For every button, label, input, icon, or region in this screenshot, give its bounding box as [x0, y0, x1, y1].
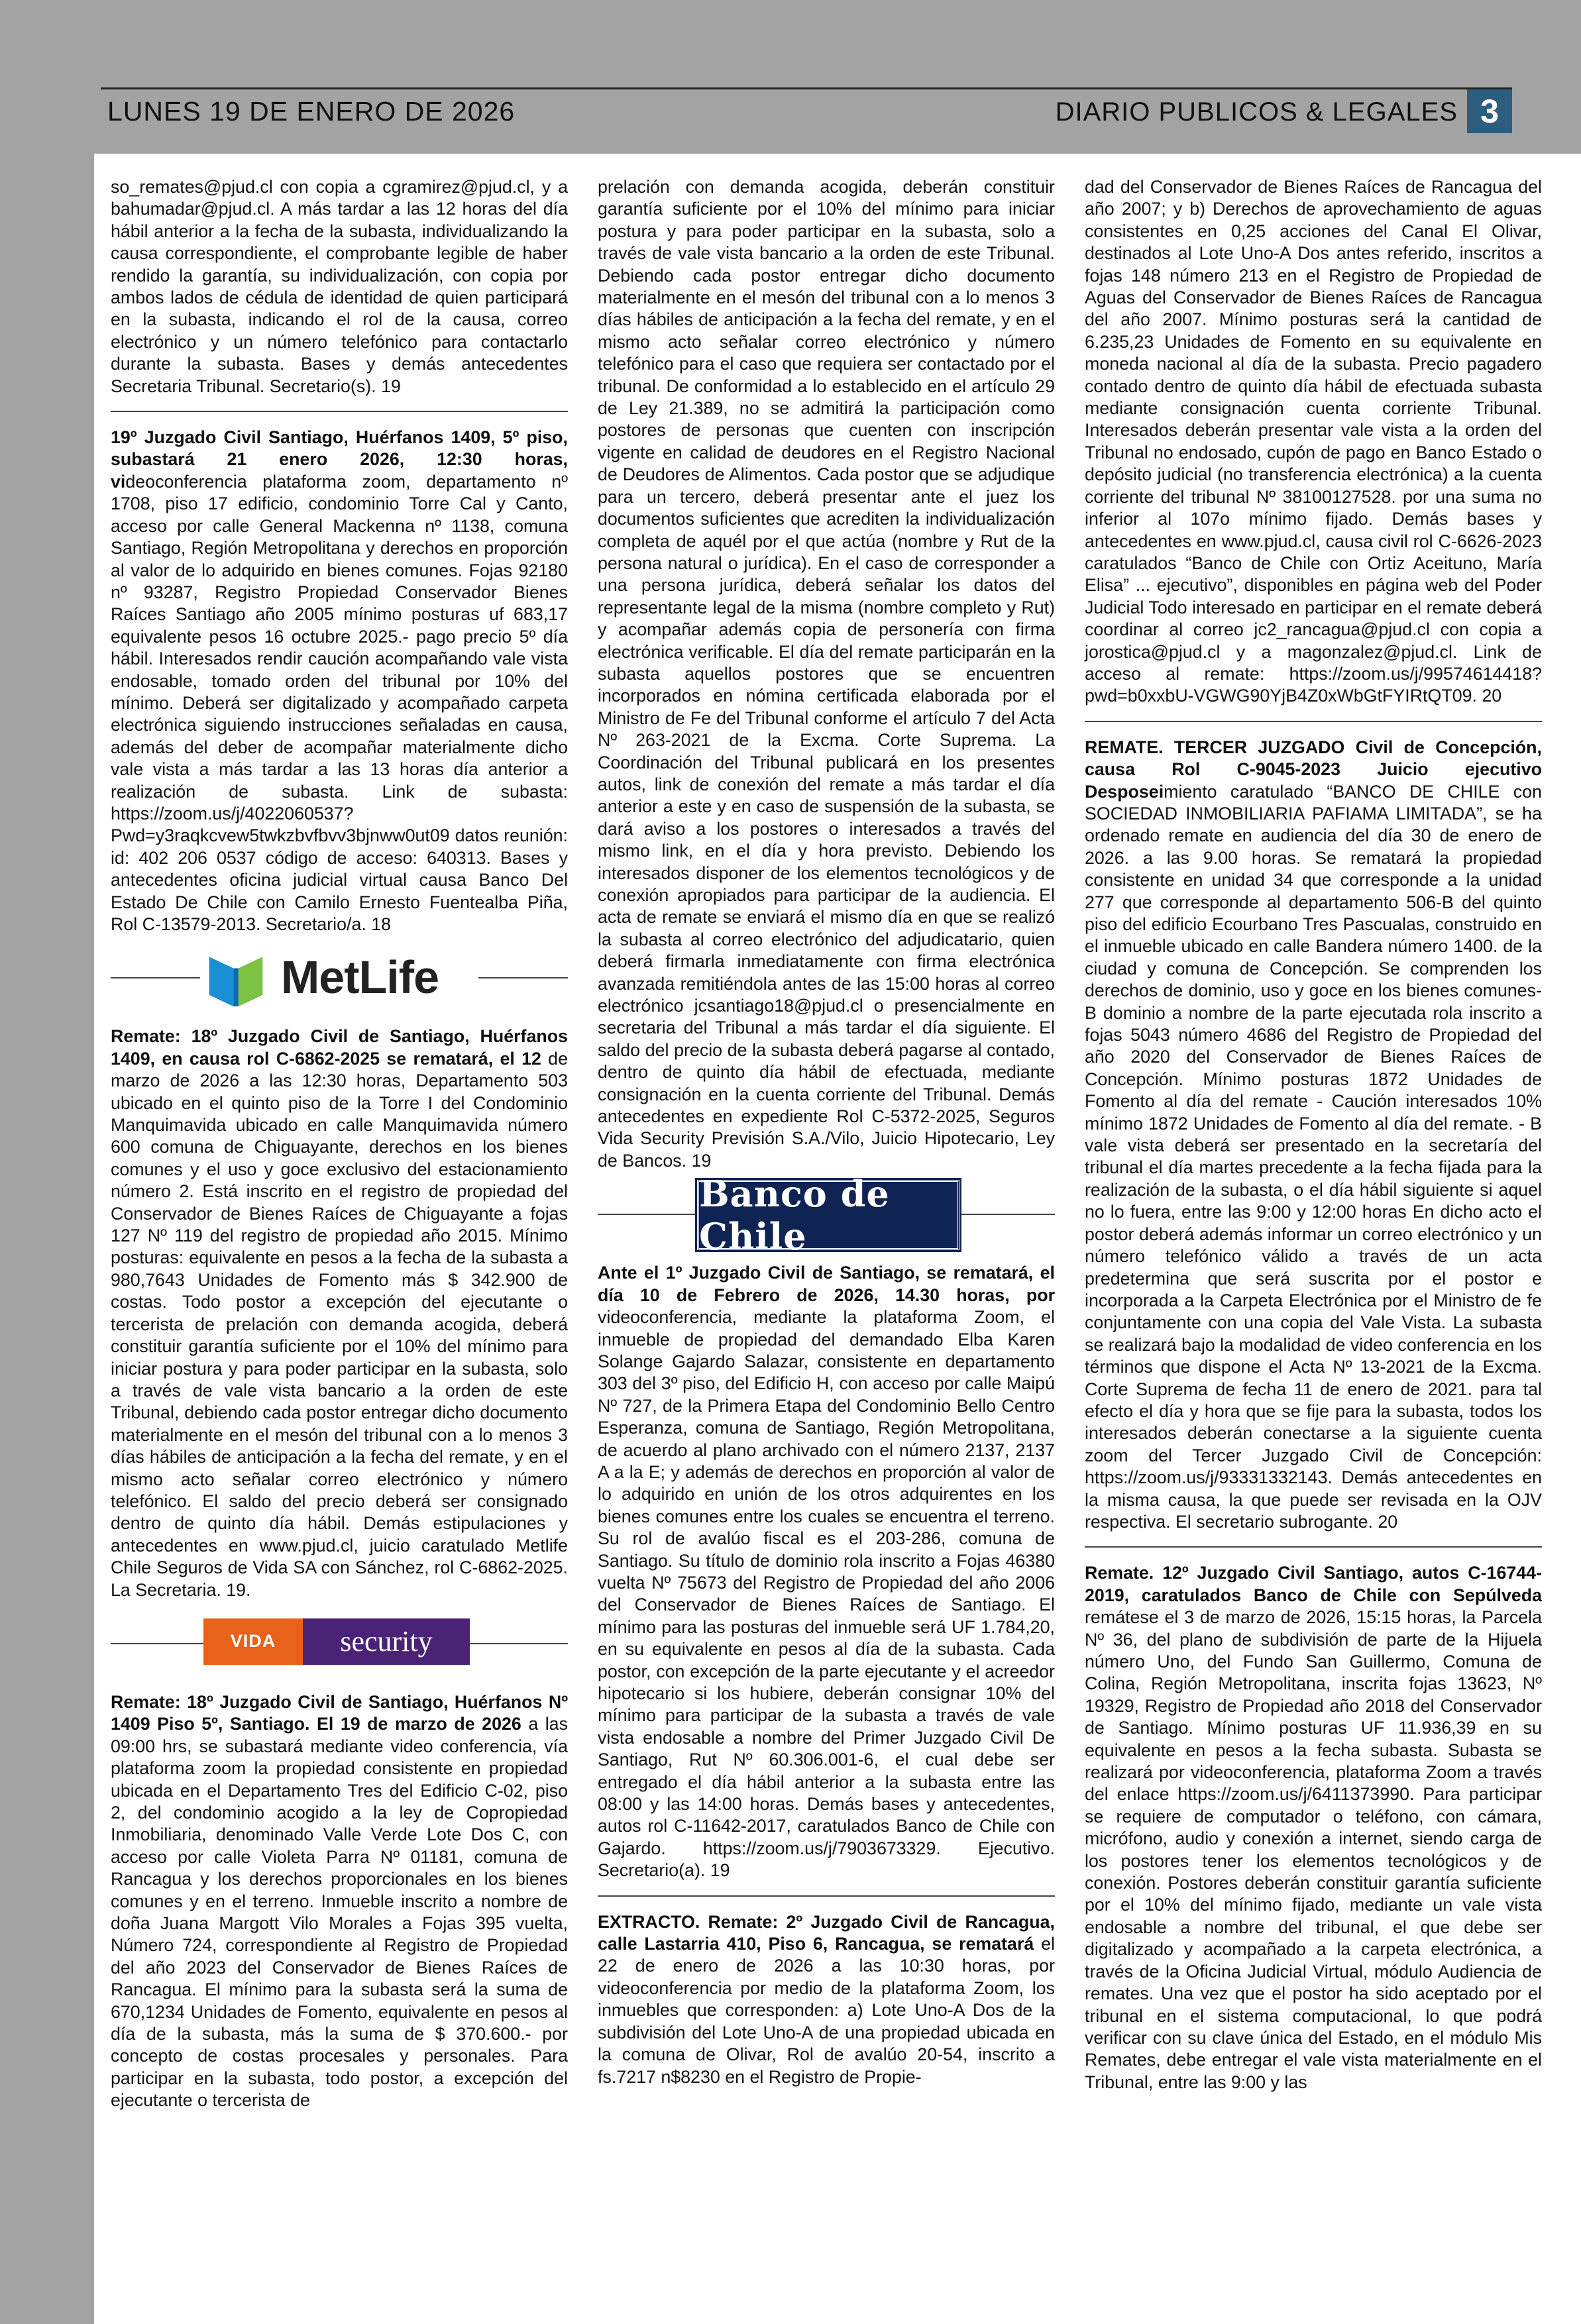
- separator: [1085, 721, 1542, 722]
- column-2: [598, 176, 1055, 2088]
- banco-de-chile-logo: Banco de Chile: [697, 1180, 959, 1250]
- metlife-logo-row: [111, 941, 568, 1014]
- page-header: [101, 87, 1512, 131]
- notice-vida-security: Remate: 18º Juzgado Civil de Santiago, Huérfanos Nº 1409 Piso 5º, Santiago. El 19 de marzo de 2026 a las 09:00 hrs, se subastará mediante video conferencia, vía plataforma zoom la propiedad consistente en propiedad ubicada en el Departamento Tres del Edificio C-02, piso 2, del condominio acogido a la ley de Copropiedad Inmobiliaria, denominado Valle Verde Lote Dos C, con acceso por calle Violeta Parra Nº 01181, comuna de Rancagua y los derechos proporcionales en los bienes comunes y en el terreno. Inmueble inscrito a nombre de doña Juana Margott Vilo Morales a Fojas 395 vuelta, Número 724, correspondiente al Registro de Propiedad del año 2023 del Conservador de Bienes Raíces de Rancagua. El mínimo para la subasta será la suma de 670,1234 Unidades de Fomento, equivalente en pesos al día de la subasta, más la suma de $ 370.600.- por concepto de costas procesales y personales. Para participar en la subasta, todo postor, a excepción del ejecutante o tercerista de: [111, 1691, 568, 2111]
- metlife-mark-icon: [204, 945, 268, 1009]
- separator: [111, 411, 568, 412]
- column-3: [1085, 176, 1542, 2093]
- banco-logo-row: [598, 1173, 1055, 1258]
- separator: [598, 1895, 1055, 1897]
- page-number: 3: [1467, 89, 1512, 133]
- issue-date: LUNES 19 DE ENERO DE 2026: [107, 96, 516, 127]
- notice-1-juzgado: Ante el 1º Juzgado Civil de Santiago, se rematará, el día 10 de Febrero de 2026, 14.30 horas, por videoconferencia, mediante la plataforma Zoom, el inmueble de propiedad del demandado Elba Karen Solange Gajardo Salazar, consistente en departamento 303 del 3º piso, del Edificio H, con acceso por calle Maipú Nº 727, de la Primera Etapa del Condominio Bello Centro Esperanza, comuna de Santiago, Región Metropolitana, de acuerdo al plano archivado con el número 2137, 2137 A a la E; y además de derechos en proporción al valor de lo adquirido en unión de los otros adquirentes en los bienes comunes entre los cuales se encuentra el terreno. Su rol de avalúo fiscal es el 203-286, comuna de Santiago. Su título de dominio rola inscrito a Fojas 46380 vuelta Nº 75673 del Registro de Propiedad del año 2006 del Conservador de Bienes Raíces de Santiago. El mínimo para las posturas del inmueble será UF 1.784,20, en su equivalente en pesos al día de la subasta. Cada postor, con excepción de la parte ejecutante y el acreedor hipotecario si los hubiere, deberán consignar 10% del mínimo para participar de la subasta a través de vale vista endosable a nombre del Primer Juzgado Civil De Santiago, Rut Nº 60.306.001-6, el cual debe ser entregado el día hábil anterior a la subasta entre las 08:00 y las 14:00 horas. Demás bases y antecedentes, autos rol C-11642-2017, caratulados Banco de Chile con Gajardo. https://zoom.us/j/7903673329. Ejecutivo. Secretario(a). 19: [598, 1263, 1055, 1881]
- notice-rancagua: EXTRACTO. Remate: 2º Juzgado Civil de Rancagua, calle Lastarria 410, Piso 6, Rancagua, se rematará el 22 de enero de 2026 a las 10:30 horas, por videoconferencia por medio de la plataforma Zoom, los inmuebles que corresponden: a) Lote Uno-A Dos de la subdivisión del Lote Uno-A de una propiedad ubicada en la comuna de Olivar, Rol de avalúo 20-54, inscrito a fs.7217 n$8230 en el Registro de Propie-: [598, 1911, 1055, 2087]
- publication-title: DIARIO PUBLICOS & LEGALES: [1055, 97, 1458, 127]
- notice-19-juzgado: 19º Juzgado Civil Santiago, Huérfanos 1409, 5º piso, subastará 21 enero 2026, 12:30 horas, videoconferencia plataforma zoom, departamento nº 1708, piso 17 edificio, condominio Torre Cal y Canto, acceso por calle General Mackenna nº 1138, comuna Santiago, Región Metropolitana y derechos en proporción al valor de lo adquirido en bienes comunes. Fojas 92180 nº 93287, Registro Propiedad Conservador Bienes Raíces Santiago año 2005 mínimo posturas uf 683,17 equivalente pesos 16 octubre 2025.- pago precio 5º día hábil. Interesados rendir caución acompañando vale vista endosable, tomado orden del tribunal por 10% del mínimo. Deberá ser digitalizado y acompañado carpeta electrónica siguiendo instrucciones señaladas en causa, además del deber de acompañar materialmente dicho vale vista a más tardar a las 13 horas día anterior a realización de subasta. Link de subasta: https://zoom.us/j/4022060537?Pwd=y3raqkcvew5twkzbvfbvv3bjnww0ut09 datos reunión: id: 402 206 0537 código de acceso: 640313. Bases y antecedentes oficina judicial virtual causa Banco Del Estado De Chile con Camilo Ernesto Fuentealba Piña, Rol C-13579-2013. Secretario/a. 18: [111, 427, 568, 934]
- notice-12-juzgado: Remate. 12º Juzgado Civil Santiago, autos C-16744-2019, caratulados Banco de Chile con Sepúlveda remátese el 3 de marzo de 2026, 15:15 horas, la Parcela Nº 36, del plano de subdivisión de parte de la Hijuela número Uno, del Fundo San Guillermo, Comuna de Colina, Región Metropolitana, inscrita fojas 13623, Nº 19329, Registro de Propiedad año 2018 del Conservador de Santiago. Mínimo posturas UF 11.936,39 en su equivalente en pesos a la fecha subasta. Subasta se realizará por videoconferencia, plataforma Zoom a través del enlace https://zoom.us/j/6411373990. Para participar se requiere de computador o teléfono, con cámara, micrófono, audio y conexión a internet, siendo carga de los postores tener los elementos tecnológicos y de conexión. Postores deberán constituir garantía suficiente por el 10% del mínimo fijado, mediante un vale vista endosable a nombre del tribunal, el que debe ser digitalizado y acompañado a la carpeta electrónica, a través de la Oficina Judicial Virtual, módulo Audiencia de remates. Una vez que el postor ha sido aceptado por el tribunal en el sistema computacional, lo que podrá verificar con su clave única del Estado, en el módulo Mis Remates, debe entregar el vale vista materialmente en el Tribunal, entre las 9:00 y las: [1085, 1563, 1542, 2092]
- page-content: [94, 154, 1581, 2324]
- notice-continued-3: dad del Conservador de Bienes Raíces de Rancagua del año 2007; y b) Derechos de aprovechamiento de aguas consistentes en 0,25 acciones del Canal El Olivar, destinados al Lote Uno-A Dos antes referido, inscritos a fojas 148 número 213 en el Registro de Propiedad de Aguas del Conservador de Bienes Raíces de Rancagua del año 2007. Mínimo posturas será la cantidad de 6.235,23 Unidades de Fomento en su equivalente en moneda nacional al día de la subasta. Precio pagadero contado dentro de quinto día hábil de efectuada subasta mediante consignación cuenta corriente Tribunal. Interesados deberán presentar vale vista a la orden del Tribunal no endosado, cupón de pago en Banco Estado o depósito judicial (no transferencia electrónica) a la cuenta corriente del tribunal Nº 38100127528. por una suma no inferior al 107o mínimo fijado. Demás bases y antecedentes en www.pjud.cl, causa civil rol C-6626-2023 caratulados “Banco de Chile con Ortiz Aceituno, María Elisa” ... ejecutivo”, disponibles en página web del Poder Judicial Todo interesado en participar en el remate deberá coordinar al correo jc2_rancagua@pjud.cl con copia a jorostica@pjud.cl y a magonzalez@pjud.cl. Link de acceso al remate: https://zoom.us/j/99574614418?pwd=b0xxbU-VGWG90YjB4Z0xWbGtFYIRtQT09. 20: [1085, 177, 1542, 706]
- separator: [1085, 1546, 1542, 1548]
- vida-security-logo: VIDA security: [203, 1618, 470, 1665]
- vida-security-logo-row: [111, 1607, 568, 1679]
- notice-continued-2: prelación con demanda acogida, deberán constituir garantía suficiente por el 10% del mínimo para iniciar postura y para poder participar en la subasta, solo a través de vale vista bancario a la orden de este Tribunal. Debiendo cada postor entregar dicho documento materialmente en el mesón del tribunal con a lo menos 3 días hábiles de anticipación a la fecha del remate, y en el mismo acto señalar correo electrónico y número telefónico para el caso que requiera ser contactado por el tribunal. De conformidad a lo establecido en el artículo 29 de Ley 21.389, no se admitirá la participación como postores de personas que cuenten con inscripción vigente en calidad de deudores en el Registro Nacional de Deudores de Alimentos. Cada postor que se adjudique para un tercero, deberá presentar ante el juez los documentos suficientes que acrediten la individualización completa de aquél por el que actúa (nombre y Rut de la persona natural o jurídica). En el caso de corresponder a una persona jurídica, deberá señalar los datos del representante legal de la misma (nombre completo y Rut) y acompañar además copia de personería con firma electrónica verificable. El día del remate participarán en la subasta aquellos postores que se encuentren incorporados en nómina certificada elaborada por el Ministro de Fe del Tribunal conforme el artículo 7 del Acta Nº 263-2021 de la Excma. Corte Suprema. La Coordinación del Tribunal publicará en los presentes autos, link de conexión del remate a más tardar el día anterior a este y en caso de suspensión de la subasta, se dará aviso a los postores o interesados a través del mismo link, en el día y hora previsto. Debiendo los interesados disponer de los elementos tecnológicos y de conexión apropiados para participar de la audiencia. El acta de remate se enviará el mismo día en que se realizó la subasta al correo electrónico del adjudicatario, quien deberá firmarla inmediatamente con firma electrónica avanzada remitiéndola antes de las 15:00 horas al correo electrónico jcsantiago18@pjud.cl o presencialmente en secretaria del Tribunal a más tardar el día siguiente. El saldo del precio de la subasta deberá pagarse al contado, dentro de quinto día hábil de efectuada, mediante consignación en la cuenta corriente del Tribunal. Demás antecedentes en expediente Rol C-5372-2025, Seguros Vida Security Previsión S.A./Vilo, Juicio Hipotecario, Ley de Bancos. 19: [598, 177, 1055, 1171]
- column-1: [111, 176, 568, 2112]
- notice-continued: so_remates@pjud.cl con copia a cgramirez@pjud.cl, y a bahumadar@pjud.cl. A más tardar a las 12 horas del día hábil anterior a la fecha de la subasta, individualizando la causa correspondiente, el comprobante legible de haber rendido la garantía, su individualización, con copia por ambos lados de cédula de identidad de quien participará en la subasta, indicando el rol de la causa, correo electrónico y un número telefónico para contactarlo durante la subasta. Bases y demás antecedentes Secretaria Tribunal. Secretario(s). 19: [111, 177, 568, 396]
- notice-metlife: Remate: 18º Juzgado Civil de Santiago, Huérfanos 1409, en causa rol C-6862-2025 se rematará, el 12 de marzo de 2026 a las 12:30 horas, Departamento 503 ubicado en el quinto piso de la Torre I del Condominio Manquimavida ubicado en calle Manquimavida número 600 comuna de Chiguayante, derechos en los bienes comunes y el uso y goce exclusivo del estacionamiento número 2. Está inscrito en el registro de propiedad del Conservador de Bienes Raíces de Chiguayante a fojas 127 Nº 119 del registro de propiedad año 2015. Mínimo posturas: equivalente en pesos a la fecha de la subasta a 980,7643 Unidades de Fomento más $ 342.900 de costas. Todo postor a excepción del ejecutante o tercerista de prelación con demanda acogida, deberá constituir garantía suficiente por el 10% del mínimo para iniciar postura y para poder participar en la subasta, solo a través de vale vista bancario a la orden de este Tribunal, debiendo cada postor entregar dicho documento materialmente en el mesón del tribunal con a lo menos 3 días hábiles de anticipación a la fecha del remate, y en el mismo acto señalar correo electrónico y número telefónico. El saldo del precio deberá ser consignado dentro de quinto día hábil. Demás estipulaciones y antecedentes en www.pjud.cl, juicio caratulado Metlife Chile Seguros de Vida SA con Sánchez, rol C-6862-2025. La Secretaria. 19.: [111, 1026, 568, 1600]
- notice-tercer-juzgado: REMATE. TERCER JUZGADO Civil de Concepción, causa Rol C-9045-2023 Juicio ejecutivo Desposeimiento caratulado “BANCO DE CHILE con SOCIEDAD INMOBILIARIA PAFIAMA LIMITADA”, se ha ordenado remate en audiencia del día 30 de enero de 2026. a las 9.00 horas. Se rematará la propiedad consistente en unidad 34 que corresponde a la unidad 277 que corresponde al departamento 506-B del quinto piso del edificio Ecourbano Tres Pascualas, construido en el inmueble ubicado en calle Bandera número 1400. de la ciudad y comuna de Concepción. Se comprenden los derechos de dominio, uso y goce en los bienes comunes- B dominio a nombre de la parte ejecutada rola inscrito a fojas 5043 número 4686 del Registro de Propiedad del año 2020 del Conservador de Bienes Raíces de Concepción. Mínimo posturas 1872 Unidades de Fomento al día del remate - Caución interesados 10% mínimo 1872 Unidades de Fomento al día del remate. - B vale vista deberá ser presentado en la secretaría del tribunal el día martes precedente a la fecha fijada para la realización de la subasta, o el día hábil siguiente si aquel no lo fuera, entre las 9:00 y 12:00 horas En dicho acto el postor deberá además informar un correo electrónico y un número telefónico válido a través de un acta predetermina que será suscrita por el postor e incorporada a la Carpeta Electrónica por el Ministro de fe conjuntamente con una copia del Vale Vista. La subasta se realizará bajo la modalidad de video conferencia en los términos que dispone el Acta Nº 13-2021 de la Excma. Corte Suprema de fecha 11 de enero de 2021. para tal efecto el día y hora que se fije para la subasta, todos los interesados deberán conectarse a la siguiente cuenta zoom del Tercer Juzgado Civil de Concepción: https://zoom.us/j/93331332143. Demás antecedentes en la misma causa, la que puede ser revisada en la OJV respectiva. El secretario subrogante. 20: [1085, 737, 1542, 1532]
- metlife-logo: MetLife: [200, 941, 478, 1014]
